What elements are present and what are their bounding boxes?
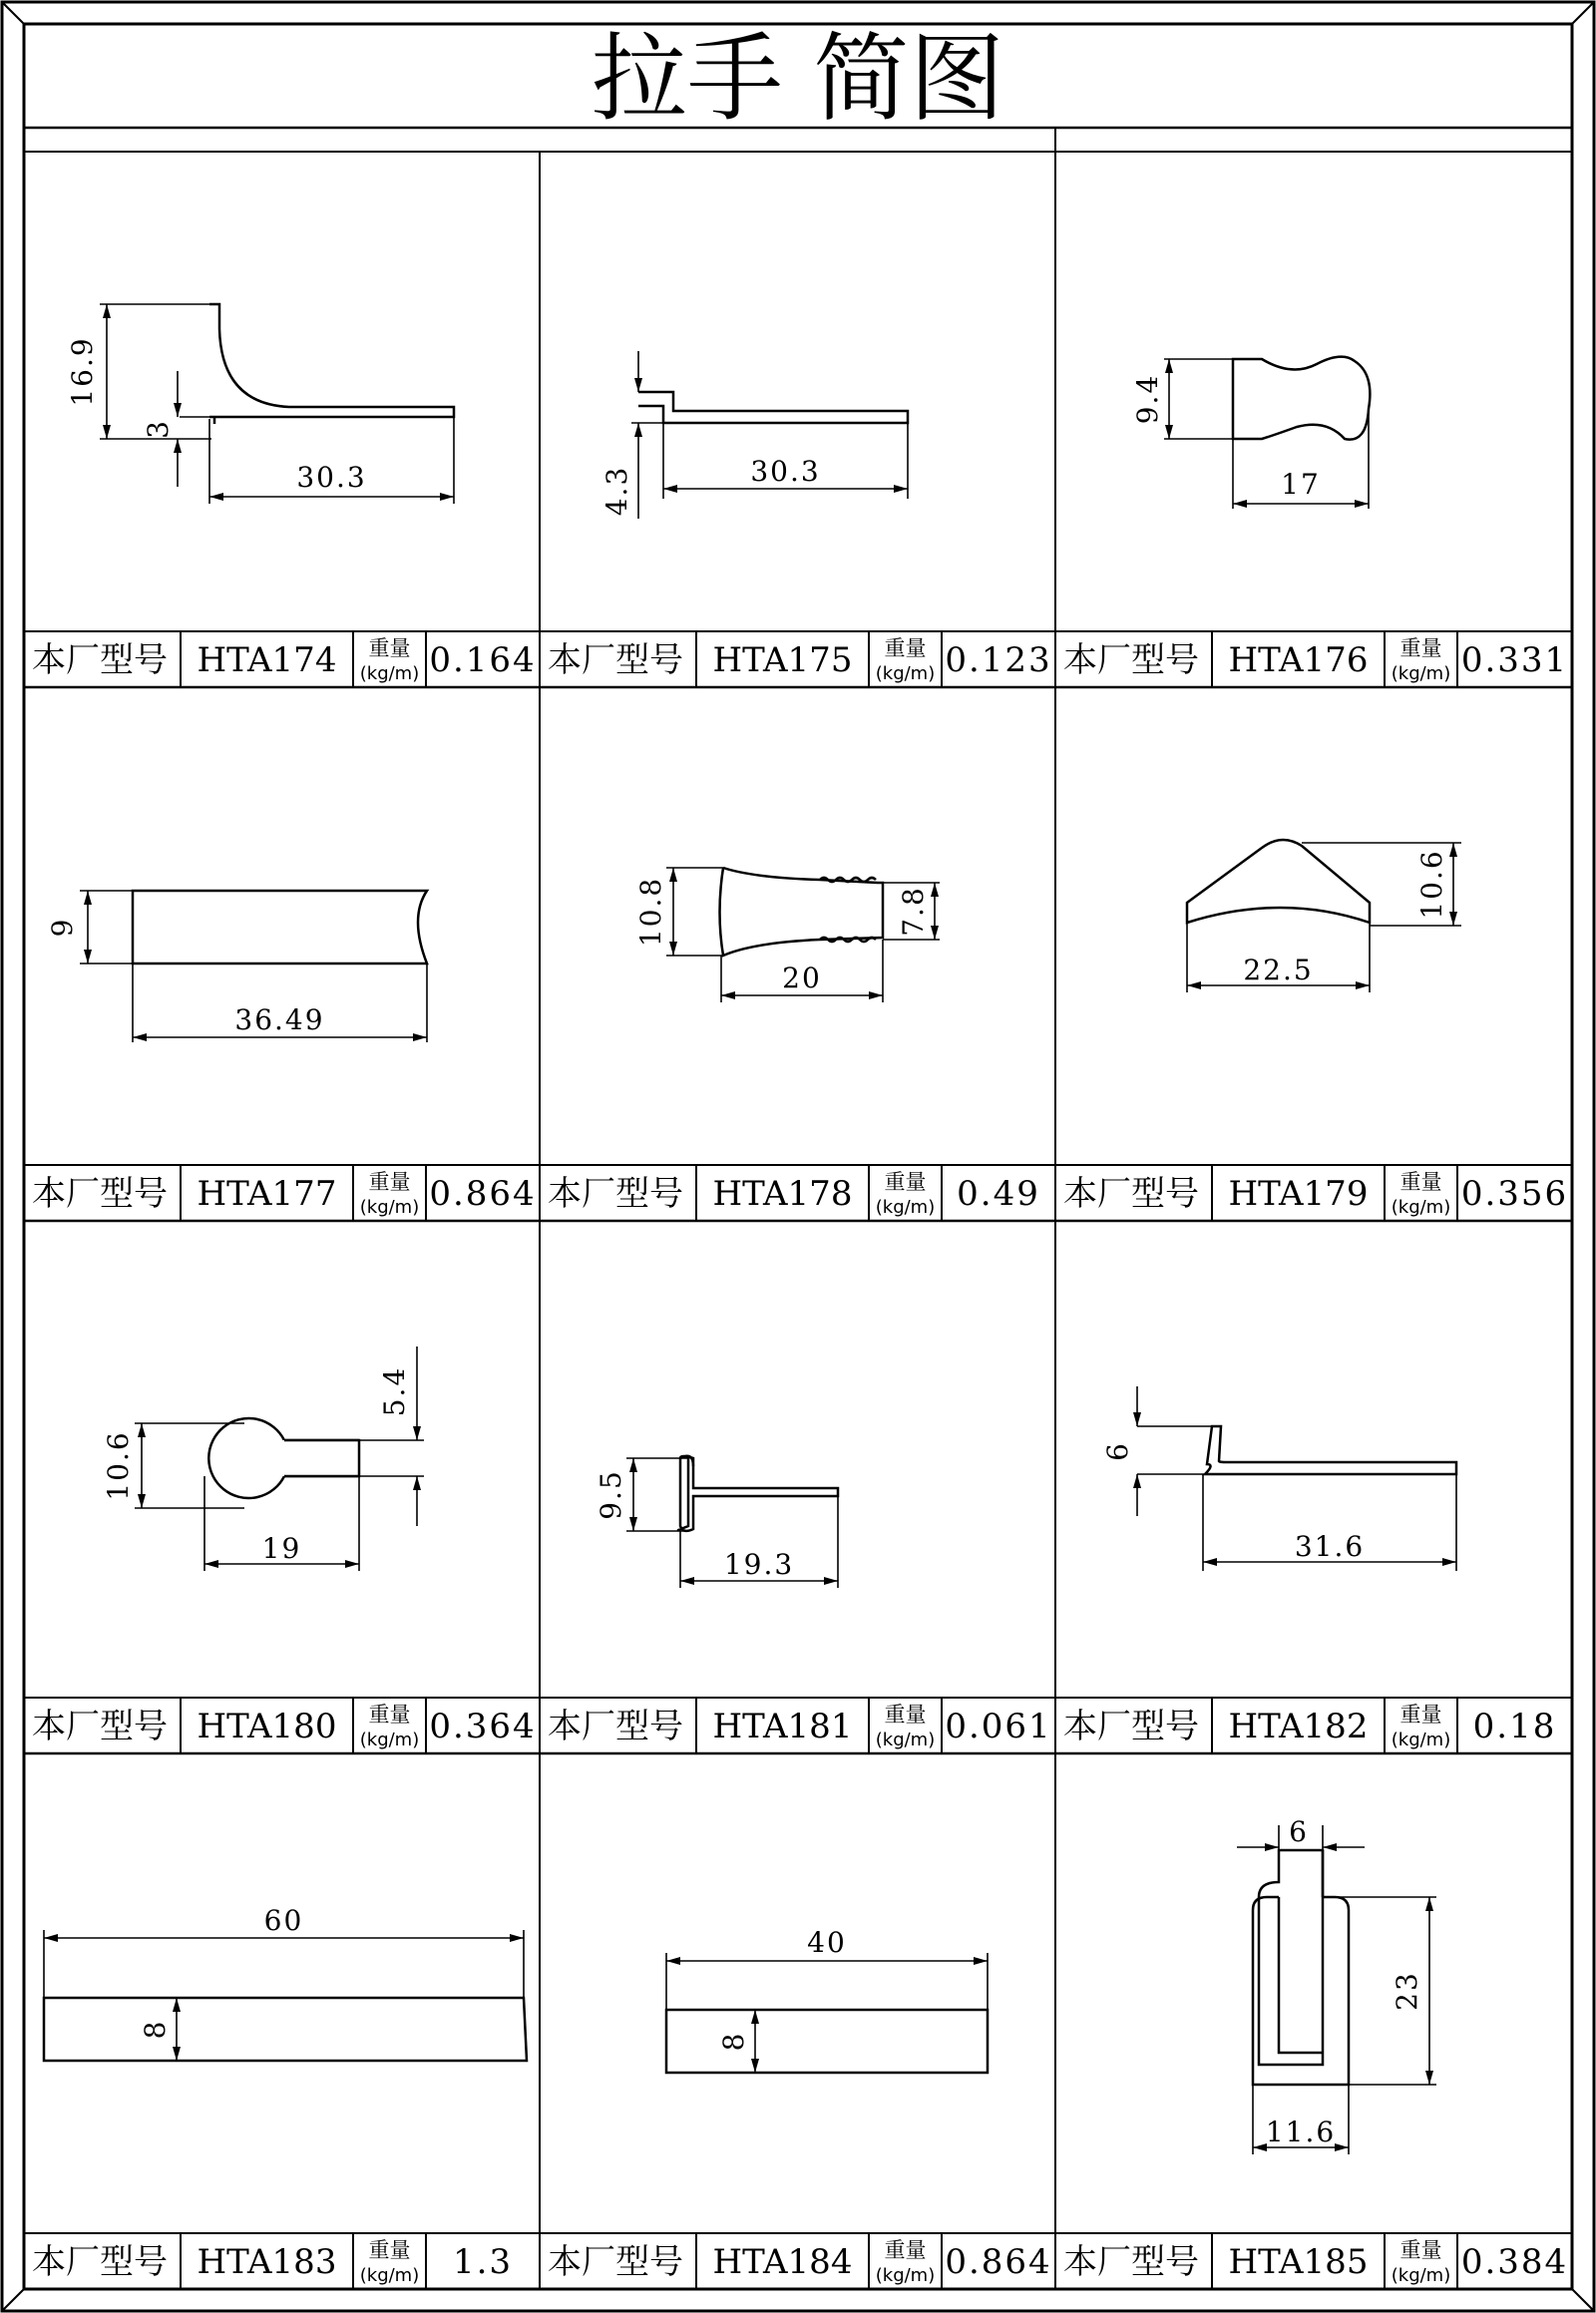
weight-label: 重量 bbox=[368, 1170, 411, 1194]
profile-HTA180 bbox=[102, 1347, 424, 1571]
arrowhead bbox=[634, 423, 642, 437]
weight-unit: (kg/m) bbox=[1391, 1730, 1451, 1750]
dimension-label: 22.5 bbox=[1243, 954, 1314, 986]
weight-label: 重量 bbox=[884, 1170, 927, 1194]
weight-unit: (kg/m) bbox=[1391, 1197, 1451, 1218]
arrowhead bbox=[721, 991, 735, 999]
weight-value: 0.864 bbox=[945, 2242, 1052, 2282]
arrowhead bbox=[629, 1458, 637, 1472]
arrowhead bbox=[751, 2010, 759, 2024]
dimension-label: 9.5 bbox=[595, 1469, 627, 1520]
arrowhead bbox=[173, 1998, 181, 2012]
arrowhead bbox=[44, 1934, 58, 1942]
model-number: HTA183 bbox=[197, 2242, 337, 2282]
weight-label: 重量 bbox=[368, 1703, 411, 1727]
weight-unit: (kg/m) bbox=[875, 1730, 936, 1750]
arrowhead bbox=[173, 2047, 181, 2061]
dimension-label: 19.3 bbox=[723, 1548, 795, 1581]
weight-unit: (kg/m) bbox=[359, 1197, 420, 1218]
profile-outline bbox=[209, 304, 454, 417]
arrowhead bbox=[629, 1517, 637, 1531]
arrowhead bbox=[1265, 1843, 1279, 1851]
model-label-row bbox=[548, 631, 1052, 687]
weight-value: 0.164 bbox=[429, 640, 537, 680]
profile-outline bbox=[666, 2010, 988, 2073]
arrowhead bbox=[894, 485, 908, 493]
arrowhead bbox=[440, 493, 454, 501]
model-number: HTA175 bbox=[712, 640, 853, 680]
factory-model-label: 本厂型号 bbox=[1063, 2242, 1199, 2282]
weight-unit: (kg/m) bbox=[359, 663, 420, 684]
weight-value: 0.384 bbox=[1460, 2242, 1569, 2282]
profile-outline bbox=[820, 878, 876, 882]
dimension-label: 9.4 bbox=[1131, 373, 1164, 425]
profile-HTA185 bbox=[1237, 1815, 1436, 2154]
weight-value: 0.18 bbox=[1472, 1707, 1557, 1746]
profile-drawings bbox=[44, 304, 1461, 2154]
weight-unit: (kg/m) bbox=[1391, 2265, 1451, 2286]
arrowhead bbox=[174, 439, 182, 453]
weight-label: 重量 bbox=[884, 636, 927, 660]
arrowhead bbox=[138, 1423, 146, 1437]
model-number: HTA180 bbox=[197, 1707, 337, 1746]
profile-HTA181 bbox=[595, 1456, 838, 1588]
weight-value: 1.3 bbox=[452, 2242, 514, 2282]
profile-outline bbox=[1259, 1850, 1323, 2065]
factory-model-label: 本厂型号 bbox=[548, 2242, 683, 2282]
dimension-label: 36.49 bbox=[234, 1003, 325, 1036]
model-number: HTA176 bbox=[1228, 640, 1369, 680]
weight-label: 重量 bbox=[1399, 2238, 1442, 2262]
arrowhead bbox=[1133, 1474, 1141, 1488]
model-number: HTA185 bbox=[1228, 2242, 1369, 2282]
arrowhead bbox=[204, 1560, 218, 1568]
model-label-row bbox=[1063, 631, 1568, 687]
profile-outline bbox=[133, 891, 427, 964]
model-label-row bbox=[548, 1698, 1052, 1753]
arrowhead bbox=[1355, 500, 1369, 508]
arrowhead bbox=[138, 1494, 146, 1508]
arrowhead bbox=[174, 403, 182, 417]
factory-model-label: 本厂型号 bbox=[32, 640, 168, 680]
dimension-label: 11.6 bbox=[1265, 2116, 1337, 2148]
arrowhead bbox=[1442, 1558, 1456, 1566]
arrowhead bbox=[510, 1934, 524, 1942]
weight-value: 0.331 bbox=[1460, 640, 1569, 680]
profile-mask bbox=[279, 1440, 361, 1476]
arrowhead bbox=[1449, 912, 1457, 926]
arrowhead bbox=[1203, 1558, 1217, 1566]
arrowhead bbox=[931, 926, 939, 940]
arrowhead bbox=[1335, 2143, 1349, 2151]
model-number: HTA177 bbox=[197, 1174, 337, 1214]
arrowhead bbox=[103, 425, 111, 439]
profile-HTA179 bbox=[1187, 840, 1461, 992]
factory-model-label: 本厂型号 bbox=[1063, 1174, 1199, 1214]
factory-model-label: 本厂型号 bbox=[32, 1174, 168, 1214]
profile-outline bbox=[1187, 840, 1370, 923]
arrowhead bbox=[413, 1476, 421, 1490]
outer-border bbox=[2, 2, 1594, 2311]
arrowhead bbox=[1425, 1897, 1433, 1911]
profile-HTA182 bbox=[1101, 1386, 1456, 1571]
weight-label: 重量 bbox=[368, 636, 411, 660]
sheet-title: 拉手 简图 bbox=[591, 23, 1005, 135]
weight-value: 0.864 bbox=[429, 1174, 537, 1214]
weight-unit: (kg/m) bbox=[359, 1730, 420, 1750]
dimension-label: 5.4 bbox=[378, 1365, 411, 1417]
arrowhead bbox=[1133, 1412, 1141, 1426]
arrowhead bbox=[1233, 500, 1247, 508]
profile-HTA174 bbox=[66, 304, 454, 504]
weight-value: 0.364 bbox=[429, 1707, 537, 1746]
dimension-label: 3 bbox=[142, 419, 175, 439]
dimension-label: 60 bbox=[263, 1904, 304, 1937]
arrowhead bbox=[680, 1577, 694, 1585]
weight-value: 0.49 bbox=[957, 1174, 1040, 1214]
dimension-label: 10.8 bbox=[634, 876, 667, 948]
factory-model-label: 本厂型号 bbox=[548, 1707, 683, 1746]
dimension-label: 16.9 bbox=[66, 336, 99, 407]
weight-label: 重量 bbox=[1399, 1703, 1442, 1727]
profile-outline bbox=[1279, 1897, 1323, 2053]
weight-value: 0.123 bbox=[945, 640, 1052, 680]
dimension-label: 30.3 bbox=[296, 461, 367, 494]
arrowhead bbox=[413, 1033, 427, 1041]
dimension-label: 40 bbox=[807, 1926, 847, 1959]
dimension-label: 19 bbox=[261, 1532, 302, 1565]
arrowhead bbox=[209, 493, 223, 501]
weight-label: 重量 bbox=[884, 2238, 927, 2262]
profile-outline bbox=[638, 392, 908, 423]
weight-unit: (kg/m) bbox=[875, 1197, 936, 1218]
inner-border bbox=[24, 24, 1572, 2289]
model-number: HTA181 bbox=[712, 1707, 853, 1746]
model-label-row bbox=[32, 1698, 537, 1753]
arrowhead bbox=[345, 1560, 359, 1568]
profile-HTA183 bbox=[44, 1904, 527, 2061]
model-label-row bbox=[548, 1165, 1040, 1221]
weight-value: 0.061 bbox=[945, 1707, 1052, 1746]
factory-model-label: 本厂型号 bbox=[548, 640, 683, 680]
model-number: HTA179 bbox=[1228, 1174, 1369, 1214]
arrowhead bbox=[931, 883, 939, 897]
weight-unit: (kg/m) bbox=[359, 2265, 420, 2286]
weight-unit: (kg/m) bbox=[1391, 663, 1451, 684]
dimension-label: 30.3 bbox=[750, 455, 821, 488]
model-label-row bbox=[32, 1165, 537, 1221]
dimension-label: 9 bbox=[46, 917, 79, 938]
arrowhead bbox=[1449, 843, 1457, 857]
arrowhead bbox=[1187, 981, 1201, 989]
arrowhead bbox=[103, 304, 111, 318]
profile-HTA178 bbox=[634, 868, 940, 1002]
arrowhead bbox=[974, 1957, 988, 1965]
arrowhead bbox=[669, 868, 677, 882]
profile-outline bbox=[678, 1456, 838, 1531]
dimension-label: 10.6 bbox=[1415, 849, 1448, 920]
model-label-row bbox=[32, 631, 537, 687]
profile-outline bbox=[1205, 1426, 1456, 1474]
dimension-label: 23 bbox=[1391, 1971, 1423, 2011]
weight-label: 重量 bbox=[884, 1703, 927, 1727]
arrowhead bbox=[1425, 2071, 1433, 2085]
dimension-label: 31.6 bbox=[1294, 1530, 1366, 1563]
arrowhead bbox=[666, 1957, 680, 1965]
profile-outline bbox=[44, 1998, 527, 2061]
weight-unit: (kg/m) bbox=[875, 663, 936, 684]
weight-label: 重量 bbox=[368, 2238, 411, 2262]
profile-HTA184 bbox=[666, 1926, 988, 2073]
factory-model-label: 本厂型号 bbox=[1063, 640, 1199, 680]
factory-model-label: 本厂型号 bbox=[548, 1174, 683, 1214]
dimension-label: 4.3 bbox=[600, 465, 633, 517]
dimension-label: 10.6 bbox=[102, 1430, 135, 1501]
model-number: HTA174 bbox=[197, 640, 337, 680]
arrowhead bbox=[1323, 1843, 1337, 1851]
model-label-row bbox=[1063, 1698, 1556, 1753]
factory-model-label: 本厂型号 bbox=[32, 1707, 168, 1746]
profile-HTA177 bbox=[46, 891, 427, 1042]
profile-HTA176 bbox=[1131, 357, 1370, 509]
dimension-label: 20 bbox=[782, 962, 822, 994]
arrowhead bbox=[663, 485, 677, 493]
model-number: HTA182 bbox=[1228, 1707, 1369, 1746]
factory-model-label: 本厂型号 bbox=[1063, 1707, 1199, 1746]
arrowhead bbox=[751, 2059, 759, 2073]
dimension-label: 6 bbox=[1289, 1815, 1309, 1848]
model-label-row bbox=[32, 2233, 513, 2289]
profile-outline bbox=[1233, 357, 1370, 440]
model-label-row bbox=[1063, 2233, 1568, 2289]
arrowhead bbox=[869, 991, 883, 999]
model-label-row bbox=[1063, 1165, 1568, 1221]
weight-unit: (kg/m) bbox=[875, 2265, 936, 2286]
arrowhead bbox=[824, 1577, 838, 1585]
factory-model-label: 本厂型号 bbox=[32, 2242, 168, 2282]
profile-HTA175 bbox=[600, 351, 908, 519]
dimension-label: 8 bbox=[717, 2031, 750, 2052]
profile-outline bbox=[720, 868, 884, 956]
dimension-label: 8 bbox=[139, 2019, 172, 2040]
arrowhead bbox=[133, 1033, 147, 1041]
arrowhead bbox=[413, 1426, 421, 1440]
arrowhead bbox=[1165, 359, 1173, 373]
weight-label: 重量 bbox=[1399, 1170, 1442, 1194]
weight-value: 0.356 bbox=[1460, 1174, 1569, 1214]
arrowhead bbox=[1165, 425, 1173, 439]
arrowhead bbox=[84, 950, 92, 964]
dimension-label: 7.8 bbox=[897, 886, 930, 937]
model-number: HTA178 bbox=[712, 1174, 853, 1214]
model-label-row bbox=[548, 2233, 1052, 2289]
arrowhead bbox=[634, 378, 642, 392]
weight-label: 重量 bbox=[1399, 636, 1442, 660]
arrowhead bbox=[669, 942, 677, 956]
model-number: HTA184 bbox=[712, 2242, 853, 2282]
dimension-label: 17 bbox=[1281, 468, 1321, 501]
arrowhead bbox=[1356, 981, 1370, 989]
dimension-label: 6 bbox=[1101, 1441, 1134, 1461]
arrowhead bbox=[84, 891, 92, 905]
